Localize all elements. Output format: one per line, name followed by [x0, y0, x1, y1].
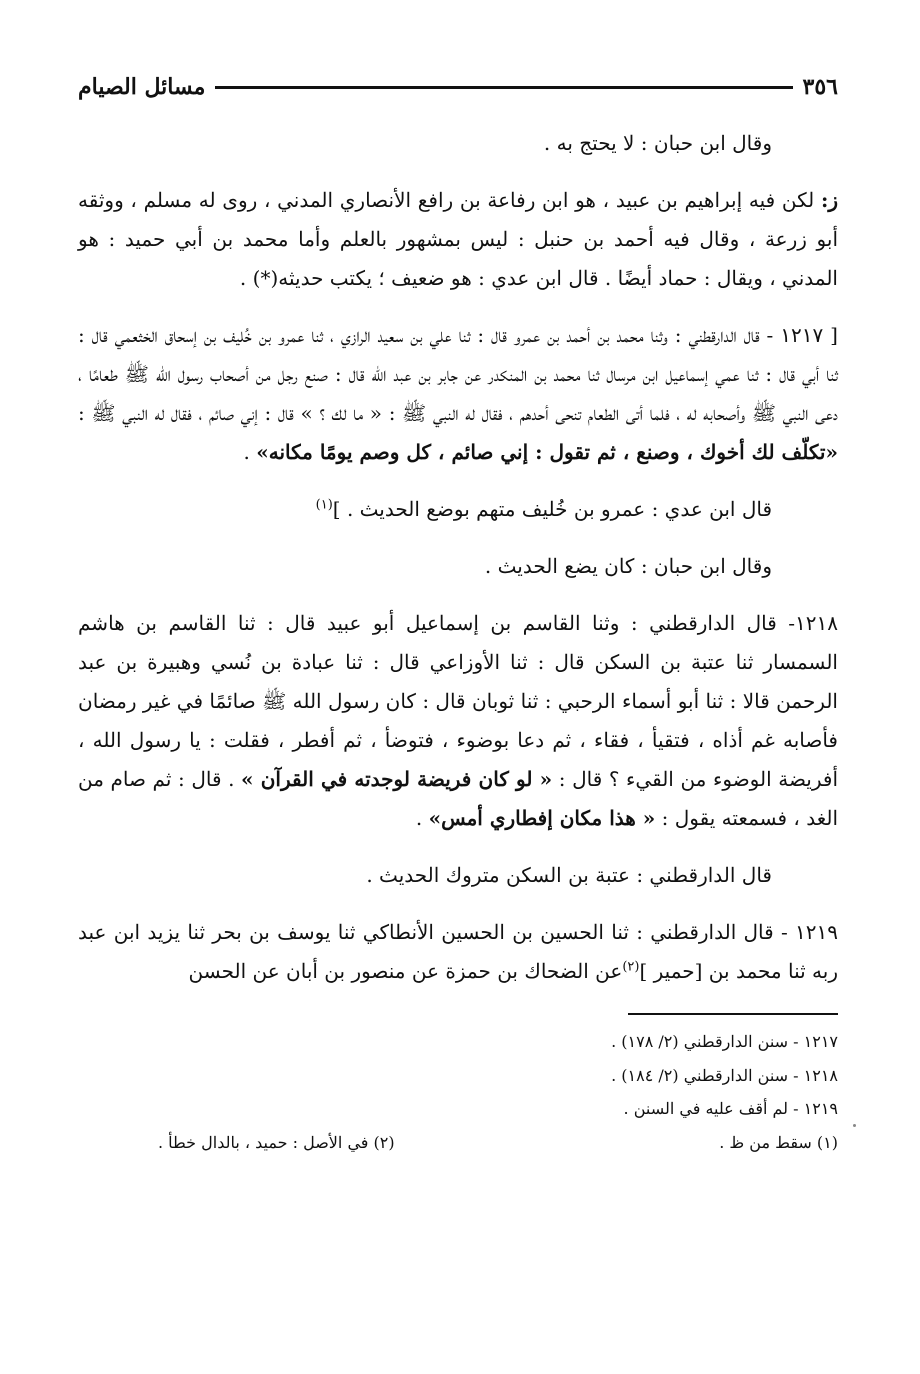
footnote-1219: ١٢١٩ - لم أقف عليه في السنن . — [623, 1099, 838, 1119]
editor-marker: ز: — [820, 188, 839, 212]
footnotes — [78, 1025, 838, 1159]
editor-note-text: لكن فيه إبراهيم بن عبيد ، هو ابن رفاعة بن رافع الأنصاري المدني ، روى له مسلم ، ووثقه أبو زرعة ، وقال فيه أحمد بن حنبل : ليس بمشهور بالعلم وأما محمد بن أبي حميد : هو المدني ، ويقال : حماد أيضًا . قال ابن عدي : هو ضعيف ؛ يكتب حديثه(*) . — [78, 188, 838, 290]
hadith-1219-text-a: ١٢١٩ - قال الدارقطني : ثنا الحسين بن الحسين الأنطاكي ثنا يوسف بن بحر ثنا يزيد ابن عبد ربه ثنا محمد بن [حمير ] — [78, 920, 838, 983]
header-rule — [215, 86, 792, 89]
page-header — [78, 70, 838, 104]
hadith-1217-quote-1: « ما لك ؟ » — [300, 401, 383, 425]
ibn-adi-text: قال ابن عدي : عمرو بن خُليف متهم بوضع الحديث . ] — [332, 497, 772, 521]
hadith-1219-text-b: عن الضحاك بن حمزة عن منصور بن أبان عن الحسن — [188, 959, 623, 983]
margin-dot — [853, 1124, 856, 1127]
paragraph-editor-note — [78, 181, 838, 298]
page-number: ٣٥٦ — [802, 74, 838, 100]
hadith-1217-text-a: [ ١٢١٧ - قال الدارقطني : وثنا محمد بن أحمد بن عمرو قال : ثنا علي بن سعيد الرازي ، ثنا عمرو بن خُليف بن إسحاق الخثعمي قال : ثنا أبي قال : ثنا عمي إسماعيل ابن مرسال ثنا محمد بن المنكدر عن جابر بن عبد الله قال : صنع رجل من أصحاب رسول الله ﷺ طعامًا ، دعى النبي ﷺ وأصحابه له ، فلما أتى الطعام تنحى أحدهم ، فقال له النبي ﷺ : — [78, 323, 839, 425]
paragraph-ibn-hibban-2: وقال ابن حبان : كان يضع الحديث . — [484, 554, 772, 578]
footnote-ref-1: (١) — [315, 497, 333, 513]
hadith-1217-end: . — [243, 440, 250, 464]
hadith-1219 — [78, 913, 838, 991]
footnote-row — [78, 1126, 838, 1160]
footnote-2: (٢) في الأصل : حميد ، بالدال خطأ . — [158, 1132, 395, 1152]
hadith-1218-end: . — [415, 806, 423, 830]
paragraph-daraqutni: قال الدارقطني : عتبة بن السكن متروك الحديث . — [366, 863, 772, 887]
hadith-1217-text-b: قال : إني صائم ، فقال له النبي ﷺ : — [78, 401, 294, 425]
paragraph-ibn-hibban-1: وقال ابن حبان : لا يحتج به . — [543, 131, 772, 155]
running-title: مسائل الصيام — [78, 74, 206, 100]
footnote-1: (١) سقط من ظ . — [719, 1132, 838, 1152]
hadith-1218-quote-2: « هذا مكان إفطاري أمس» — [428, 806, 656, 830]
footnote-ref-2: (٢) — [622, 959, 640, 975]
hadith-1218-quote-1: « لو كان فريضة لوجدته في القرآن » — [241, 767, 553, 791]
main-text — [78, 124, 838, 991]
book-page — [78, 70, 838, 1320]
hadith-1217-quote-2: «تكلّف لك أخوك ، وصنع ، ثم تقول : إني صائم ، كل وصم يومًا مكانه» — [256, 440, 838, 464]
footnote-1218: ١٢١٨ - سنن الدارقطني (٢/ ١٨٤) . — [611, 1065, 838, 1085]
paragraph-ibn-adi — [78, 490, 838, 529]
footnote-separator — [628, 1013, 838, 1015]
hadith-1218 — [78, 604, 838, 838]
hadith-1217 — [78, 316, 838, 472]
footnote-1217: ١٢١٧ - سنن الدارقطني (٢/ ١٧٨) . — [611, 1032, 838, 1051]
hadith-1218-text-a: ١٢١٨- قال الدارقطني : وثنا القاسم بن إسماعيل أبو عبيد قال : ثنا القاسم بن هاشم السمسار ثنا عتبة بن السكن قال : ثنا الأوزاعي قال : ثنا عبادة بن نُسي وهبيرة بن عبد الرحمن قالا : ثنا أبو أسماء الرحبي : ثنا ثوبان قال : كان رسول الله ﷺ صائمًا في غير رمضان فأصابه غم أذاه ، فتقيأ ، فقاء ، ثم دعا بوضوء ، فتوضأ ، ثم أفطر ، فقلت : يا رسول الله ، أفريضة الوضوء من القيء ؟ قال : — [78, 611, 839, 791]
hadith-1218-text-b: . قال : ثم صام من الغد ، فسمعته يقول : — [78, 767, 838, 830]
